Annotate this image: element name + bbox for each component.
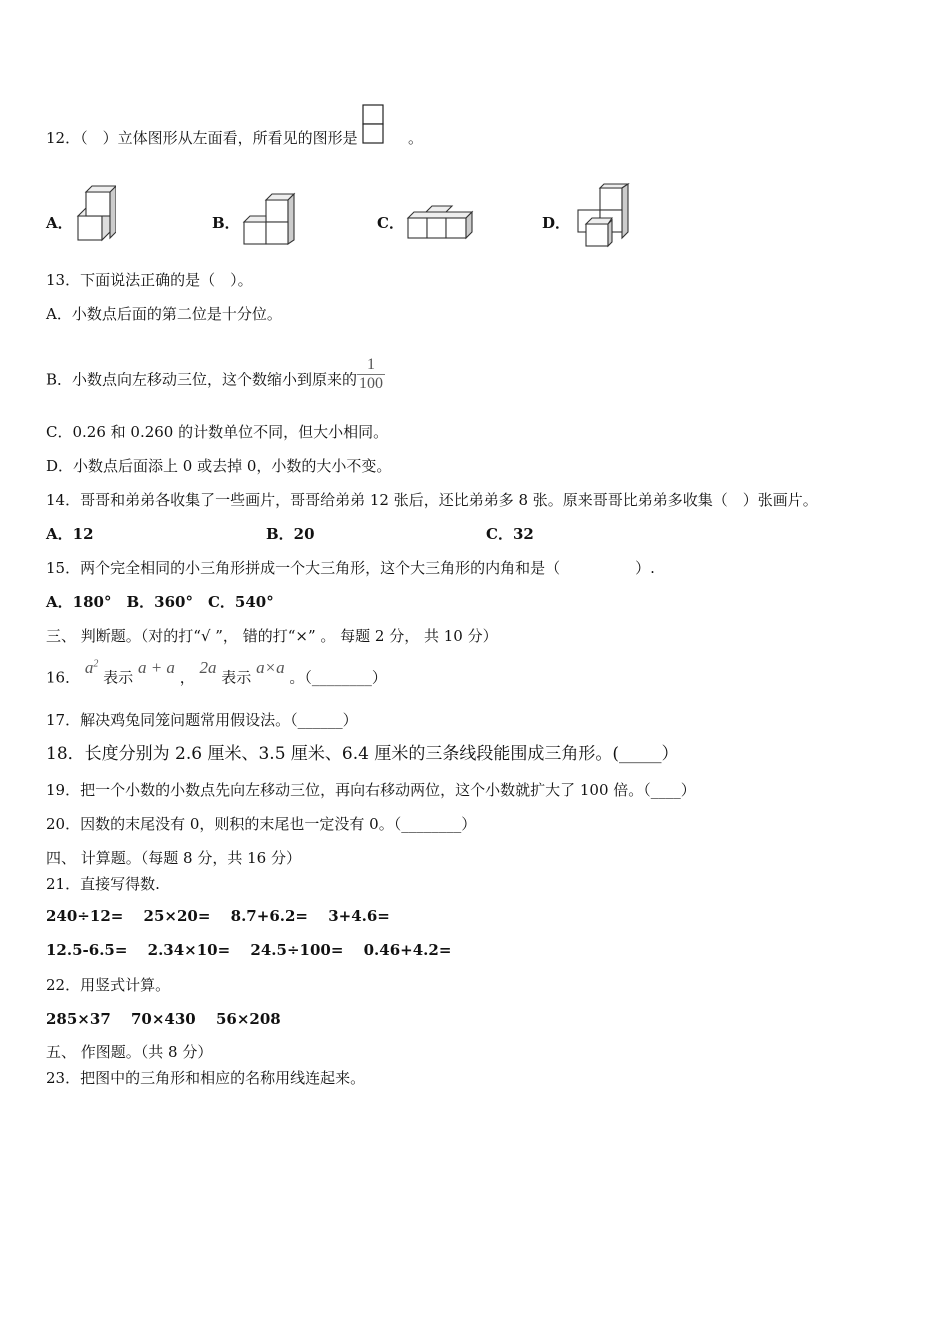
q14-option-a: A．12 <box>46 525 94 543</box>
q16-tail: 。（________） <box>289 668 387 687</box>
q12-option-a-figure <box>76 180 116 244</box>
q16-a-base: a <box>84 657 94 677</box>
q16-expr-a-plus-a: a + a <box>137 657 175 677</box>
q15-stem: 15．两个完全相同的小三角形拼成一个大三角形，这个大三角形的内角和是（ ）. <box>46 559 655 577</box>
q12-option-b-figure <box>242 192 298 248</box>
q14-option-c: C．32 <box>486 525 534 543</box>
q12-suffix: 。 <box>407 129 423 147</box>
q13-option-a: A．小数点后面的第二位是十分位。 <box>46 305 282 323</box>
left-view-icon <box>362 104 384 146</box>
q12-option-b-label: B． <box>212 214 240 232</box>
q12-option-d-figure <box>572 182 634 250</box>
q16-comma: ， <box>179 668 195 687</box>
q19: 19．把一个小数的小数点先向左移动三位，再向右移动两位，这个小数就扩大了 100 倍。（____） <box>46 781 696 799</box>
q13-option-b-text: B．小数点向左移动三位，这个数缩小到原来的 <box>46 370 358 389</box>
q16-number: 16． <box>46 668 81 687</box>
q18: 18．长度分别为 2.6 厘米、3.5 厘米、6.4 厘米的三条线段能围成三角形。(_____） <box>46 744 679 764</box>
section-5-heading: 五、 作图题。（共 8 分） <box>46 1043 213 1061</box>
q16-a-exp: 2 <box>93 658 99 669</box>
q17: 17．解决鸡兔同笼问题常用假设法。（______） <box>46 711 358 729</box>
q21-row-2: 12.5-6.5= 2.34×10= 24.5÷100= 0.46+4.2= <box>46 941 452 959</box>
q16-stem <box>46 657 387 688</box>
section-3-heading: 三、 判断题。（对的打“√ ”， 错的打“×” 。 每题 2 分， 共 10 分） <box>46 627 498 645</box>
q16-expr-a-times-a: a×a <box>256 657 285 677</box>
q16-expr-a-squared <box>85 658 99 677</box>
q14-option-b: B．20 <box>266 525 315 543</box>
q12-option-c-figure <box>406 204 478 244</box>
q13-fraction <box>357 356 385 393</box>
q12-option-d-label: D． <box>542 214 571 232</box>
q12-stem <box>46 128 423 148</box>
q16-text-represents-2: 表示 <box>221 668 252 687</box>
q12-prefix: 12．（ ）立体图形从左面看，所看见的图形是 <box>46 129 358 147</box>
section-4-heading: 四、 计算题。（每题 8 分，共 16 分） <box>46 849 301 867</box>
q20: 20．因数的末尾没有 0，则积的末尾也一定没有 0。（________） <box>46 815 477 833</box>
q13-fraction-numerator: 1 <box>357 356 385 375</box>
q12-options <box>46 180 666 252</box>
q22-row: 285×37 70×430 56×208 <box>46 1010 281 1028</box>
q15-options: A．180° B．360° C．540° <box>46 593 274 611</box>
q13-stem: 13．下面说法正确的是（ ）。 <box>46 271 253 289</box>
q13-fraction-denominator: 100 <box>359 375 384 392</box>
q16-expr-2a: 2a <box>199 657 217 677</box>
q13-option-c: C．0.26 和 0.260 的计数单位不同，但大小相同。 <box>46 423 389 441</box>
q12-option-a-label: A． <box>46 214 73 232</box>
q16-text-represents-1: 表示 <box>103 668 134 687</box>
q13-option-b <box>46 356 385 399</box>
left-view-figure <box>362 128 384 148</box>
q23: 23．把图中的三角形和相应的名称用线连起来。 <box>46 1069 366 1087</box>
q13-option-d: D．小数点后面添上 0 或去掉 0，小数的大小不变。 <box>46 457 392 475</box>
q21-row-1: 240÷12= 25×20= 8.7+6.2= 3+4.6= <box>46 907 390 925</box>
q14-stem: 14．哥哥和弟弟各收集了一些画片，哥哥给弟弟 12 张后，还比弟弟多 8 张。原来哥哥比弟弟多收集（ ）张画片。 <box>46 491 818 509</box>
q22-stem: 22．用竖式计算。 <box>46 976 171 994</box>
q21-stem: 21．直接写得数. <box>46 875 160 893</box>
q12-option-c-label: C． <box>377 214 404 232</box>
